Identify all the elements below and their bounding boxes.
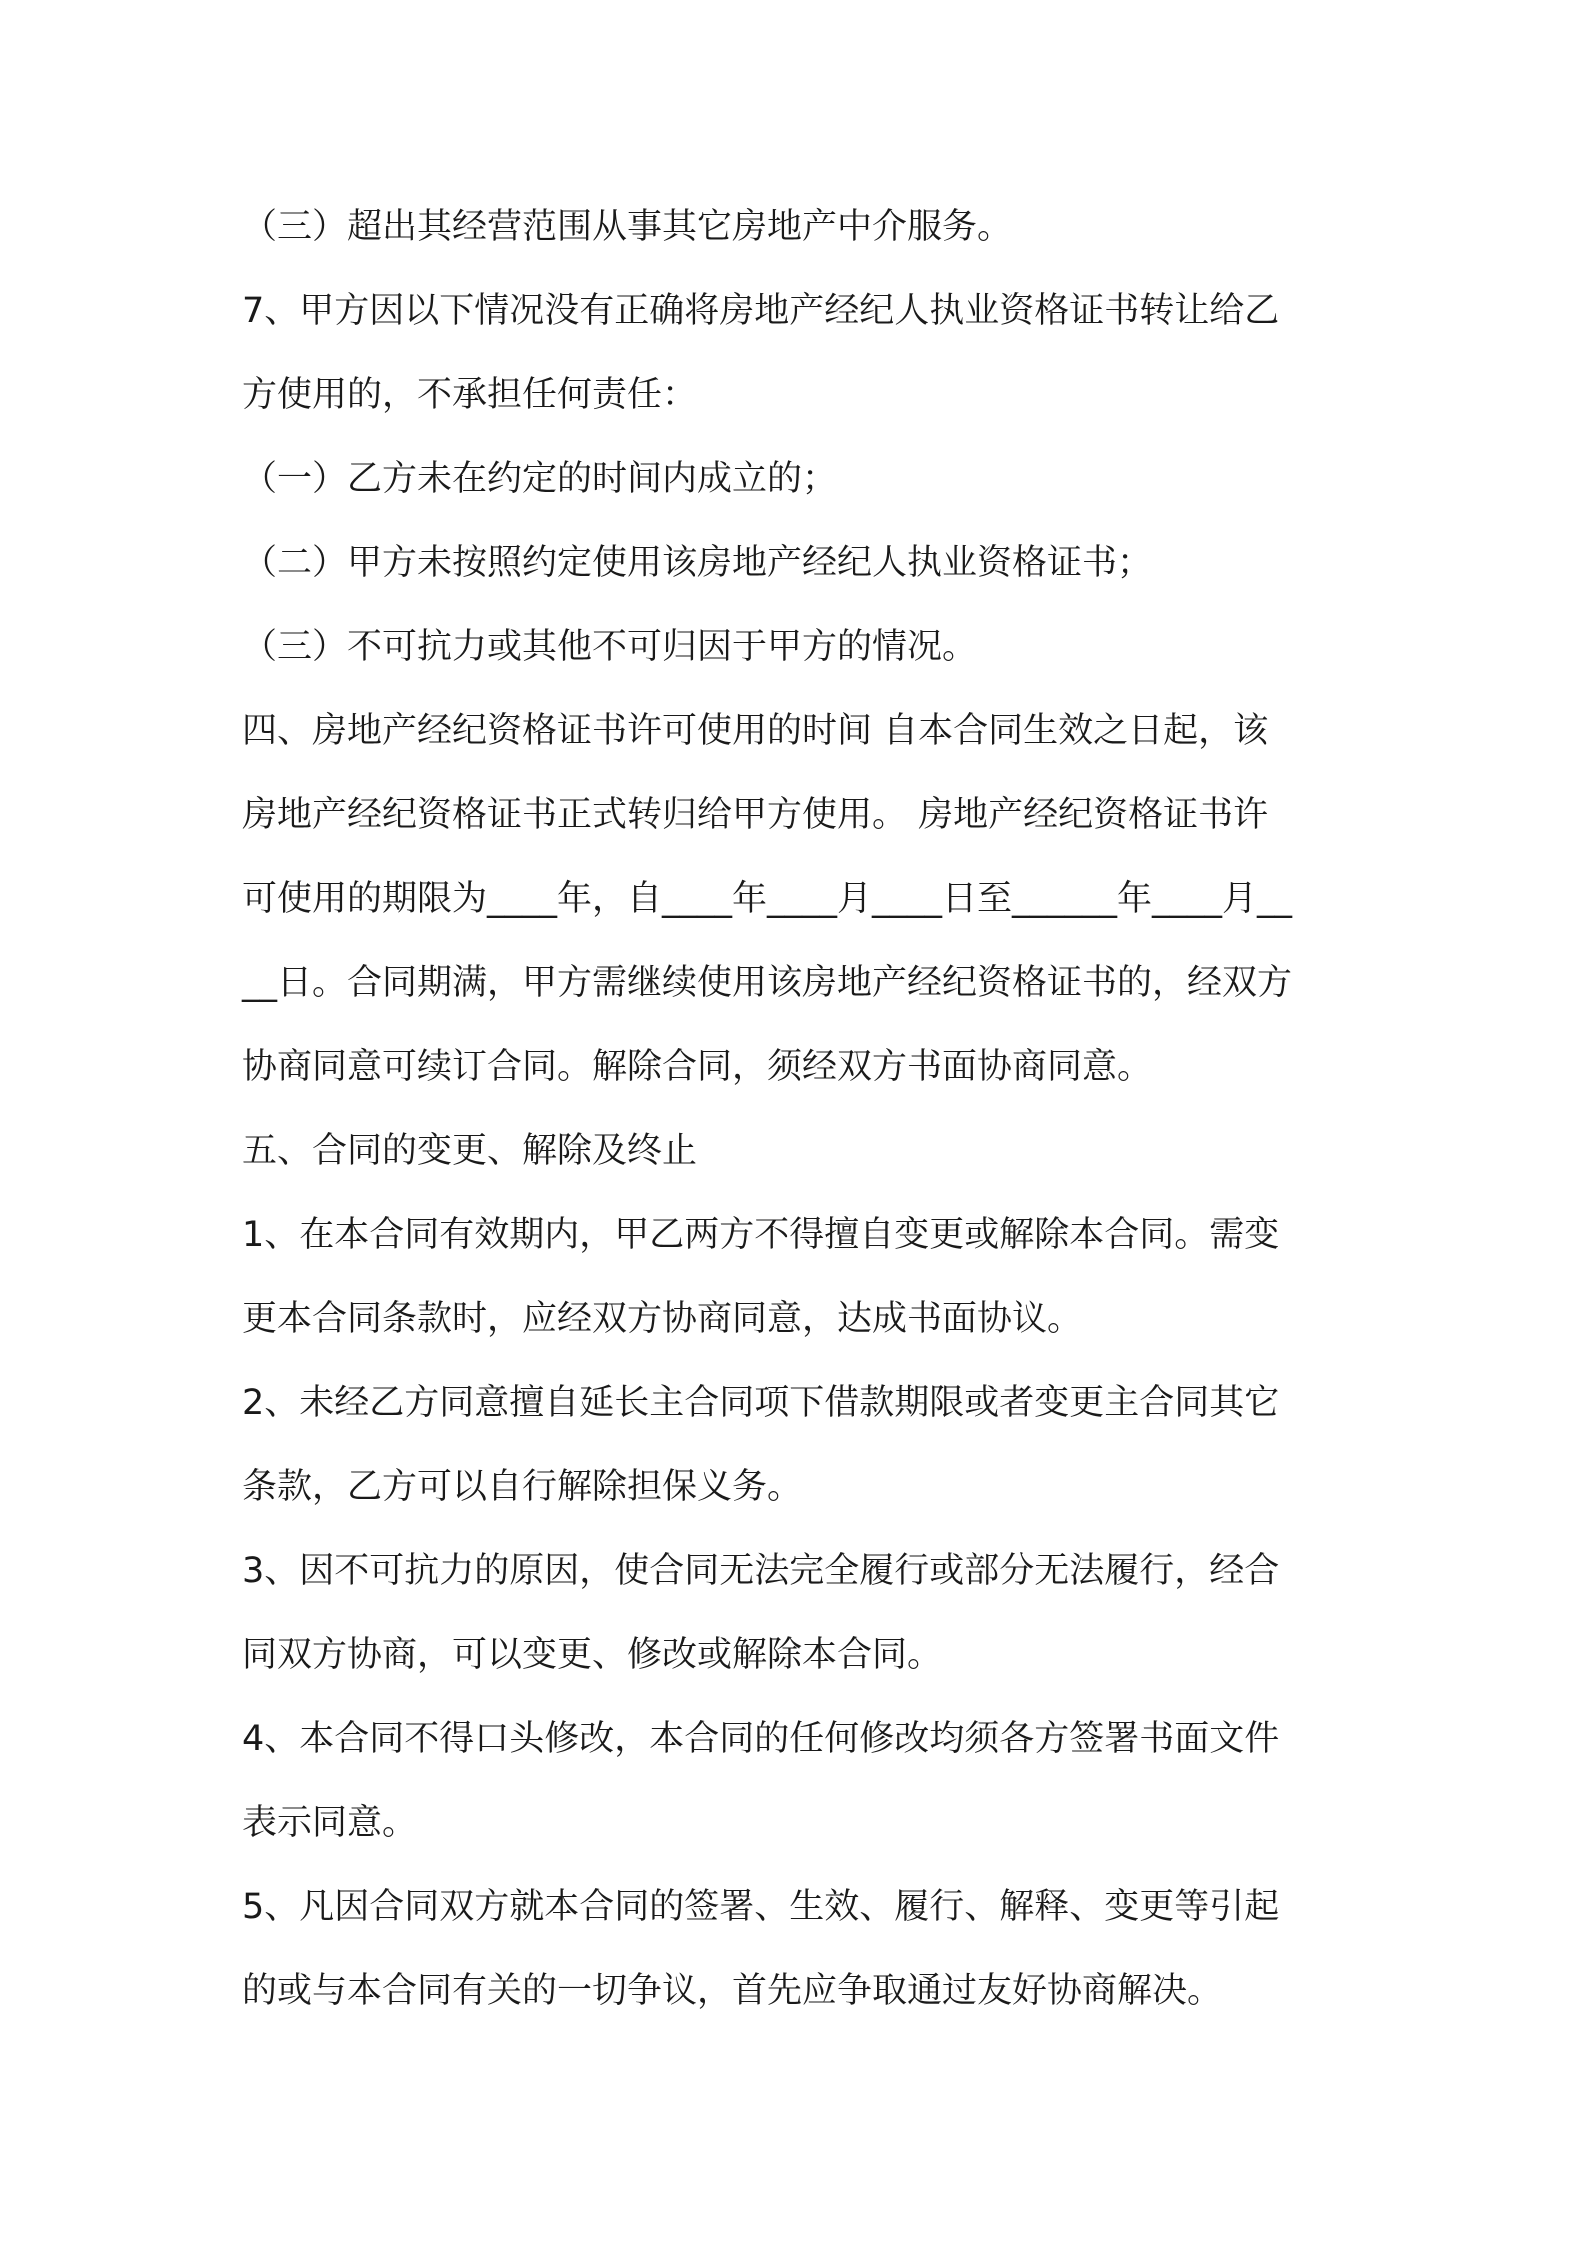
text-line: 可使用的期限为____年，自____年____月____日至______年____月__ bbox=[242, 879, 1293, 919]
text-line: （二）甲方未按照约定使用该房地产经纪人执业资格证书； bbox=[242, 543, 1153, 583]
text-line: __日。合同期满，甲方需继续使用该房地产经纪资格证书的，经双方 bbox=[242, 963, 1293, 1003]
text-line: 房地产经纪资格证书正式转归给甲方使用。 房地产经纪资格证书许 bbox=[242, 795, 1269, 835]
text-line: （三）不可抗力或其他不可归因于甲方的情况。 bbox=[242, 627, 978, 667]
text-line: （一）乙方未在约定的时间内成立的； bbox=[242, 459, 838, 499]
text-line: 5、凡因合同双方就本合同的签署、生效、履行、解释、变更等引起 bbox=[242, 1887, 1280, 1927]
text-line: 表示同意。 bbox=[242, 1803, 418, 1843]
text-line: 更本合同条款时，应经双方协商同意，达成书面协议。 bbox=[242, 1299, 1083, 1339]
text-line: 7、甲方因以下情况没有正确将房地产经纪人执业资格证书转让给乙 bbox=[242, 291, 1280, 331]
text-line: 3、因不可抗力的原因，使合同无法完全履行或部分无法履行，经合 bbox=[242, 1551, 1280, 1591]
section-heading-5: 五、合同的变更、解除及终止 bbox=[242, 1131, 698, 1171]
text-line: 条款，乙方可以自行解除担保义务。 bbox=[242, 1467, 803, 1507]
text-line: 的或与本合同有关的一切争议，首先应争取通过友好协商解决。 bbox=[242, 1971, 1223, 2011]
text-line: 4、本合同不得口头修改，本合同的任何修改均须各方签署书面文件 bbox=[242, 1719, 1280, 1759]
text-line: 2、未经乙方同意擅自延长主合同项下借款期限或者变更主合同其它 bbox=[242, 1383, 1280, 1423]
text-line: 同双方协商，可以变更、修改或解除本合同。 bbox=[242, 1635, 943, 1675]
text-line: 方使用的，不承担任何责任： bbox=[242, 375, 698, 415]
text-line: 1、在本合同有效期内，甲乙两方不得擅自变更或解除本合同。需变 bbox=[242, 1215, 1280, 1255]
section-heading-4: 四、房地产经纪资格证书许可使用的时间 自本合同生效之日起，该 bbox=[242, 711, 1269, 751]
text-line: （三）超出其经营范围从事其它房地产中介服务。 bbox=[242, 207, 1013, 247]
text-line: 协商同意可续订合同。解除合同，须经双方书面协商同意。 bbox=[242, 1047, 1153, 1087]
